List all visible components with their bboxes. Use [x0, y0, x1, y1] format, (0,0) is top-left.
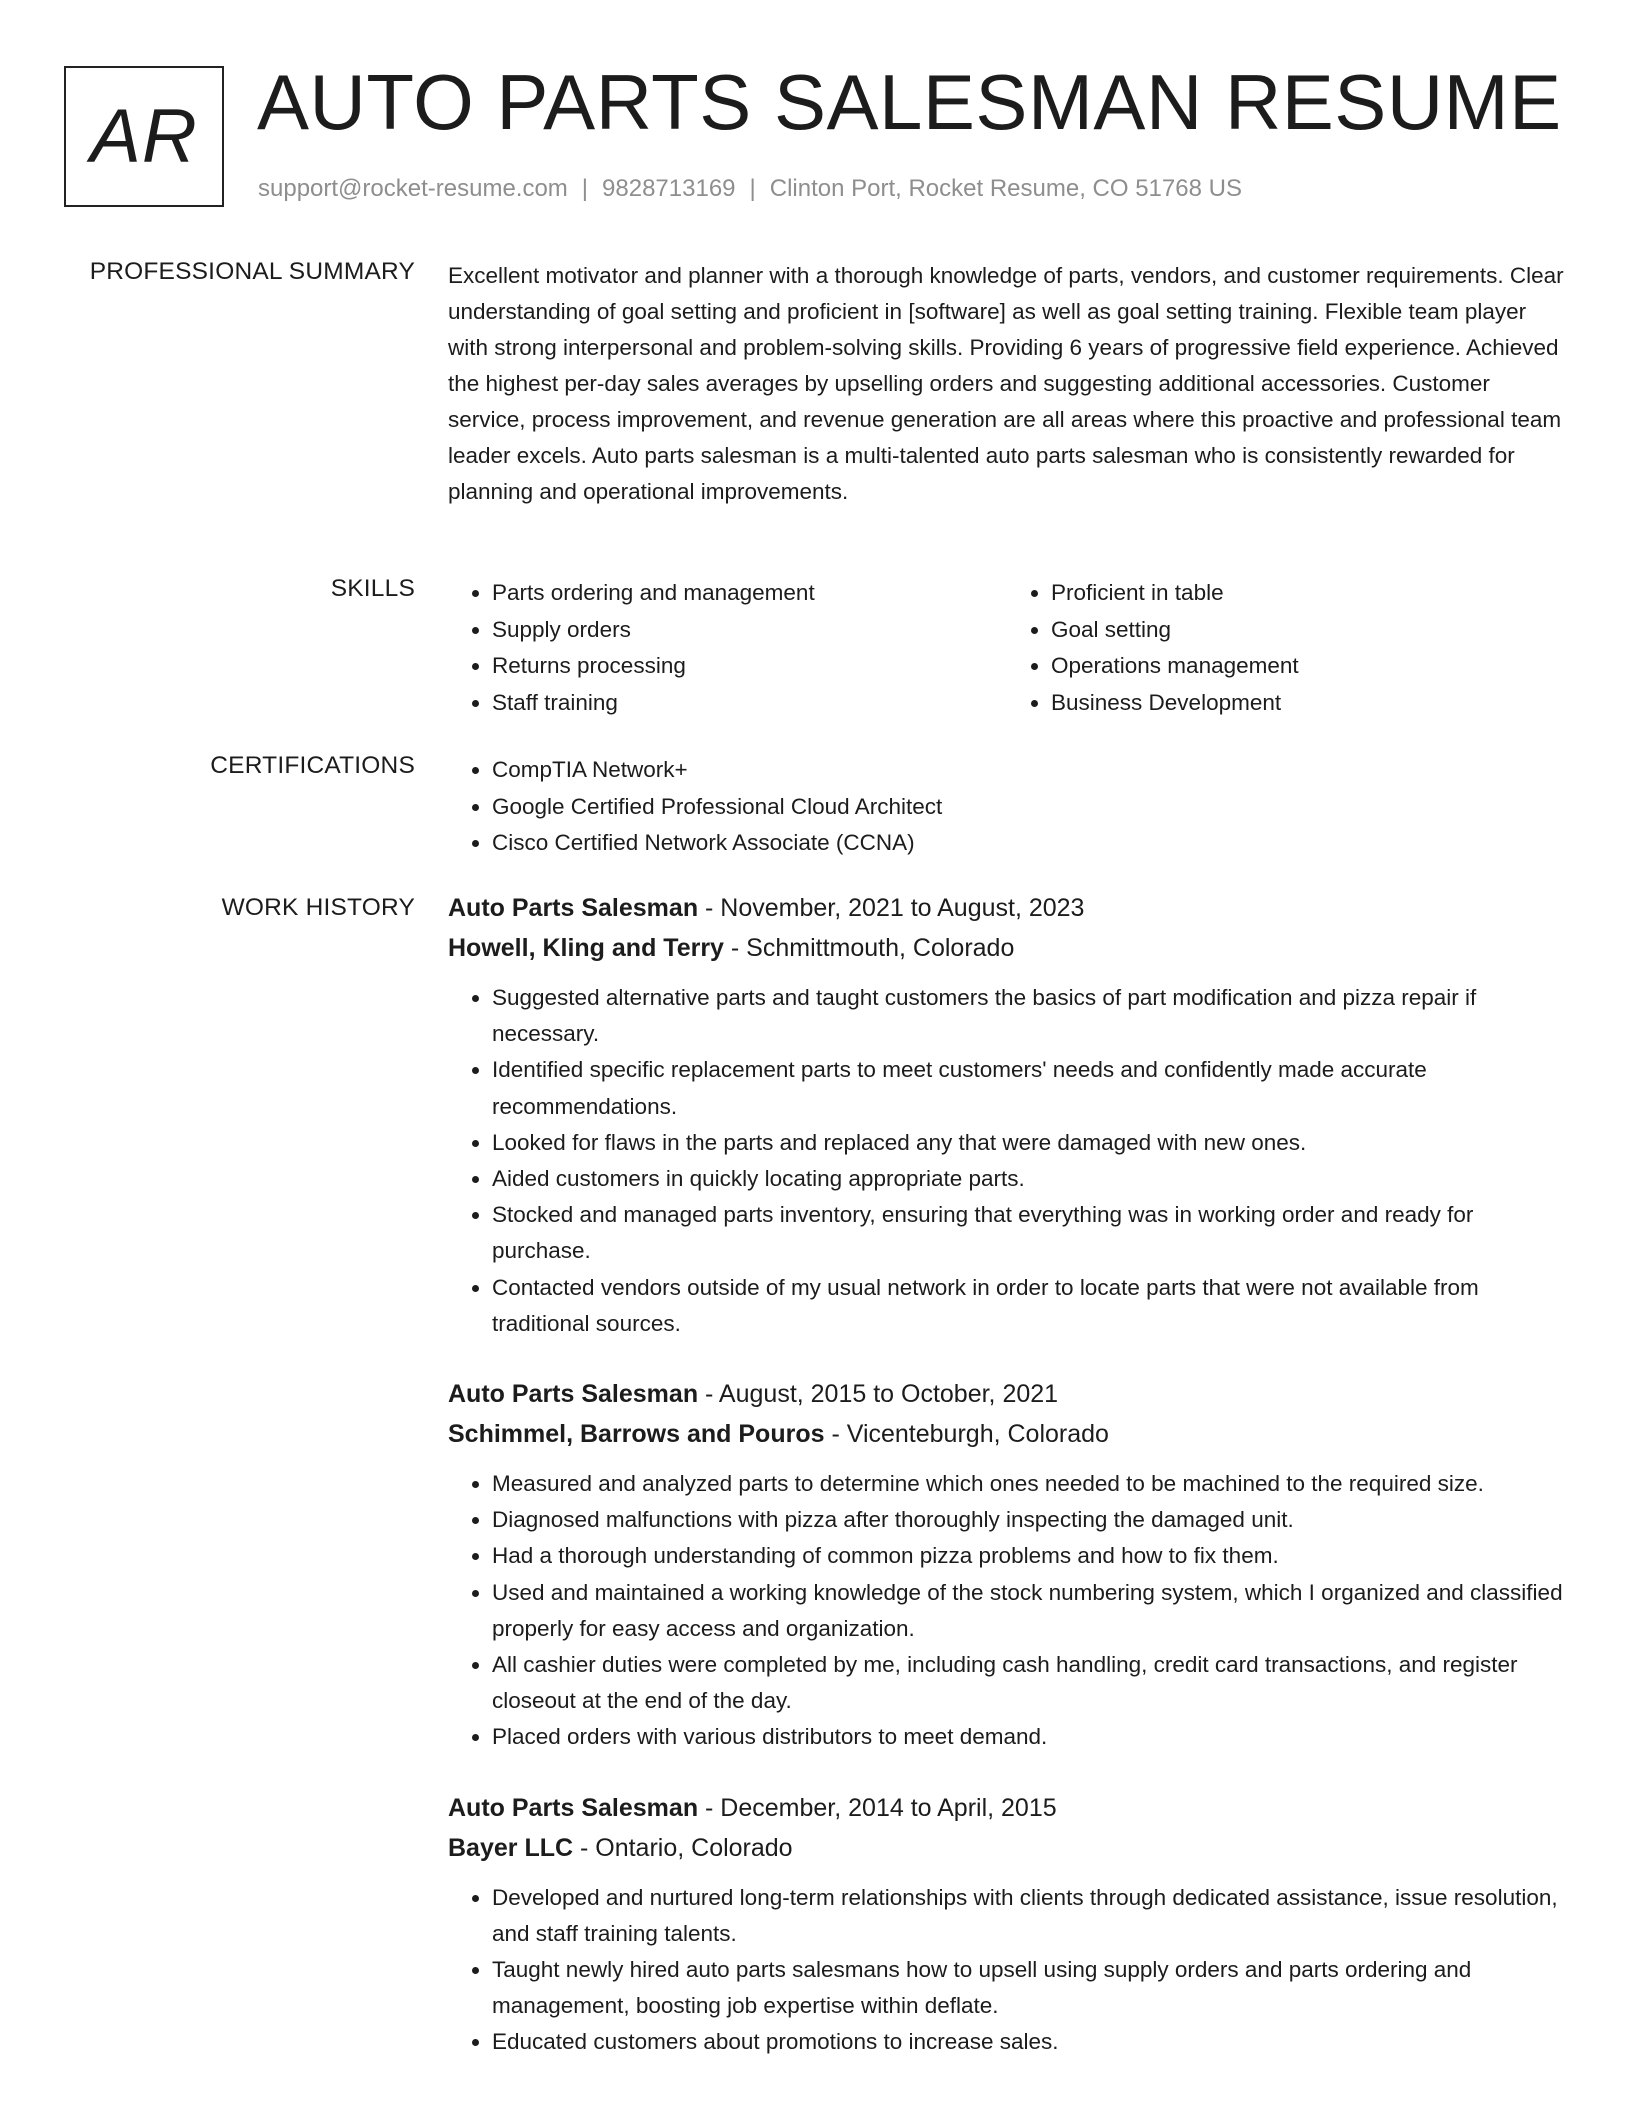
job-company-line: [448, 928, 1566, 968]
job-bullet: • Measured and analyzed parts to determine which ones needed to be machined to the required size.: [492, 1466, 1566, 1502]
skill-item: • Proficient in table: [1051, 575, 1566, 612]
job-bullet: • Suggested alternative parts and taught customers the basics of part modification and pizza repair if necessary.: [492, 980, 1566, 1052]
contact-separator: |: [581, 175, 589, 202]
skill-item: • Staff training: [492, 685, 1007, 722]
job-bullet: • Taught newly hired auto parts salesmans how to upsell using supply orders and parts ordering and management, boosting job expertise within deflate.: [492, 1952, 1566, 2024]
job-bullet: • Had a thorough understanding of common pizza problems and how to fix them.: [492, 1538, 1566, 1574]
skills-label: SKILLS: [330, 575, 415, 602]
job-bullets: [448, 1880, 1566, 2061]
summary-text: Excellent motivator and planner with a thorough knowledge of parts, vendors, and customer requirements. Clear understanding of goal setting and proficient in [software] as well as goal setting training. Flexible team player with strong interpersonal and problem-solving skills. Providing 6 years of progressive field experience. Achieved the highest per-day sales averages by upselling orders and suggesting additional accessories. Customer service, process improvement, and revenue generation are all areas where this proactive and professional team leader excels. Auto parts salesman is a multi-talented auto parts salesman who is consistently rewarded for planning and operational improvements.: [448, 263, 1564, 504]
skill-item: • Business Development: [1051, 685, 1566, 722]
skills-list-right: [1007, 575, 1566, 721]
contact-address: Clinton Port, Rocket Resume, CO 51768 US: [769, 175, 1242, 202]
job-location: - Schmittmouth, Colorado: [723, 934, 1015, 962]
job-title-line: [448, 1374, 1566, 1414]
job-bullet: • Used and maintained a working knowledge of the stock numbering system, which I organized and classified properly for easy access and organization.: [492, 1575, 1566, 1647]
monogram-logo: AR: [64, 66, 224, 207]
certifications-list: [448, 752, 1566, 862]
work-history-label: WORK HISTORY: [221, 894, 415, 921]
job-entry: [448, 888, 1566, 1342]
job-title: Auto Parts Salesman: [448, 894, 699, 922]
job-company: Bayer LLC: [448, 1833, 574, 1862]
job-bullets: [448, 980, 1566, 1342]
job-dates: - December, 2014 to April, 2015: [698, 1793, 1057, 1822]
summary-label: PROFESSIONAL SUMMARY: [89, 258, 415, 285]
job-entry: [448, 1788, 1566, 2061]
job-bullets: [448, 1466, 1566, 1756]
skill-item: • Parts ordering and management: [492, 575, 1007, 612]
job-bullet: • Identified specific replacement parts to meet customers' needs and confidently made accurate recommendations.: [492, 1052, 1566, 1124]
job-dates: - August, 2015 to October, 2021: [698, 1380, 1059, 1409]
job-company: Schimmel, Barrows and Pouros: [448, 1420, 825, 1449]
certifications-label: CERTIFICATIONS: [210, 752, 415, 779]
job-bullet: • Developed and nurtured long-term relationships with clients through dedicated assistance, issue resolution, and staff training talents.: [492, 1880, 1566, 1952]
job-bullet: • Looked for flaws in the parts and replaced any that were damaged with new ones.: [492, 1125, 1566, 1161]
job-title-line: [448, 888, 1566, 928]
summary-body: [448, 258, 1566, 510]
skill-item: • Returns processing: [492, 648, 1007, 685]
certification-item: • Cisco Certified Network Associate (CCNA): [492, 825, 1566, 862]
certification-item: • CompTIA Network+: [492, 752, 1566, 789]
skills-body: [448, 575, 1566, 721]
contact-line: [258, 175, 1242, 203]
job-title: Auto Parts Salesman: [448, 1793, 699, 1822]
job-dates: - November, 2021 to August, 2023: [698, 894, 1085, 922]
job-location: - Vicenteburgh, Colorado: [824, 1420, 1109, 1449]
skill-item: • Goal setting: [1051, 612, 1566, 649]
job-company-line: [448, 1828, 1566, 1868]
certifications-body: [448, 752, 1566, 862]
job-entry: [448, 1374, 1566, 1756]
job-bullet: • Educated customers about promotions to increase sales.: [492, 2024, 1566, 2060]
contact-email[interactable]: support@rocket-resume.com: [258, 175, 568, 202]
job-company: Howell, Kling and Terry: [448, 934, 724, 962]
job-company-line: [448, 1414, 1566, 1454]
contact-phone[interactable]: 9828713169: [602, 175, 736, 202]
job-bullet: • Diagnosed malfunctions with pizza after thoroughly inspecting the damaged unit.: [492, 1502, 1566, 1538]
skills-grid: [448, 575, 1566, 721]
resume-title: AUTO PARTS SALESMAN RESUME: [257, 58, 1562, 146]
certification-item: • Google Certified Professional Cloud Architect: [492, 789, 1566, 826]
skill-item: • Operations management: [1051, 648, 1566, 685]
job-bullet: • Aided customers in quickly locating appropriate parts.: [492, 1161, 1566, 1197]
job-bullet: • Contacted vendors outside of my usual network in order to locate parts that were not available from traditional sources.: [492, 1270, 1566, 1342]
job-bullet: • Placed orders with various distributors to meet demand.: [492, 1719, 1566, 1755]
job-title-line: [448, 1788, 1566, 1828]
job-bullet: • Stocked and managed parts inventory, ensuring that everything was in working order and ready for purchase.: [492, 1197, 1566, 1269]
skills-list-left: [448, 575, 1007, 721]
contact-separator: |: [749, 175, 756, 202]
job-location: - Ontario, Colorado: [573, 1833, 793, 1862]
job-bullet: • All cashier duties were completed by me, including cash handling, credit card transactions, and register closeout at the end of the day.: [492, 1647, 1566, 1719]
job-title: Auto Parts Salesman: [448, 1380, 699, 1409]
skill-item: • Supply orders: [492, 612, 1007, 649]
work-history-body: [448, 888, 1566, 2093]
